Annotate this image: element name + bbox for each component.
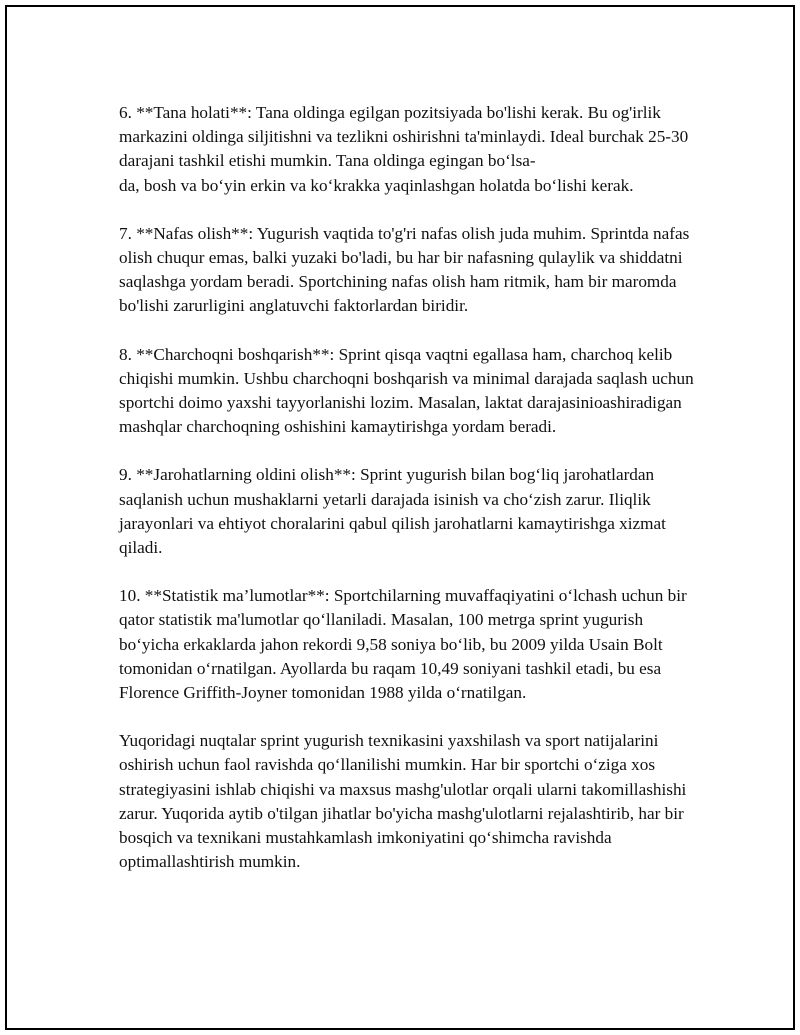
paragraph-fatigue-management: 8. **Charchoqni boshqarish**: Sprint qisqa vaqtni egallasa ham, charchoq kelib chiqishi mumkin. Ushbu charchoqni boshqarish va minimal darajada saqlash uchun sportchi doimo yaxshi tayyorlanishi lozim. Masalan, laktat darajasinioashiradigan mashqlar charchoqning oshishini kamaytirishga yordam beradi.	[119, 344, 694, 437]
paragraph-statistics: 10. **Statistik ma’lumotlar**: Sportchilarning muvaffaqiyatini o‘lchash uchun bir qator statistik ma'lumotlar qo‘llaniladi. Masalan, 100 metrga sprint yugurish bo‘yicha erkaklarda jahon rekordi 9,58 soniya bo‘lib, bu 2009 yilda Usain Bolt tomonidan o‘rnatilgan. Ayollarda bu raqam 10,49 soniyani tashkil etadi, bu esa Florence Griffith-Joyner tomonidan 1988 yilda o‘rnatilgan.	[119, 586, 687, 703]
paragraph-breathing: 7. **Nafas olish**: Yugurish vaqtida to'g'ri nafas olish juda muhim. Sprintda nafas olish chuqur emas, balki yuzaki bo'ladi, bu har bir nafasning qulaylik va shiddatni saqlashga yordam beradi. Sportchining nafas olish ham ritmik, ham bir maromda bo'lishi zarurligini anglatuvchi faktorlardan biridir.	[119, 223, 690, 316]
document-body	[119, 101, 701, 898]
paragraph-injury-prevention: 9. **Jarohatlarning oldini olish**: Sprint yugurish bilan bog‘liq jarohatlardan saqlanish uchun mushaklarni yetarli darajada isinish va cho‘zish zarur. Iliqlik jarayonlari va ehtiyot choralarini qabul qilish jarohatlarni kamaytirishga xizmat qiladi.	[119, 465, 666, 558]
paragraph-body-position: 6. **Tana holati**: Tana oldinga egilgan pozitsiyada bo'lishi kerak. Bu og'irlik markazini oldinga siljitishni va tezlikni oshirishni ta'minlaydi. Ideal burchak 25-30 darajani tashkil etishi mumkin. Tana oldinga egingan bo‘lsa- da, bosh va bo‘yin erkin va ko‘krakka yaqinlashgan holatda bo‘lishi kerak.	[119, 103, 689, 195]
document-page	[5, 5, 795, 1030]
paragraph-conclusion: Yuqoridagi nuqtalar sprint yugurish texnikasini yaxshilash va sport natijalarini oshirish uchun faol ravishda qo‘llanilishi mumkin. Har bir sportchi o‘ziga xos strategiyasini ishlab chiqishi va maxsus mashg'ulotlar orqali ularni takomillashishi zarur. Yuqorida aytib o'tilgan jihatlar bo'yicha mashg'ulotlarni rejalashtirib, har bir bosqich va texnikani mustahkamlash imkoniyatini qo‘shimcha ravishda optimallashtirish mumkin.	[119, 731, 687, 872]
